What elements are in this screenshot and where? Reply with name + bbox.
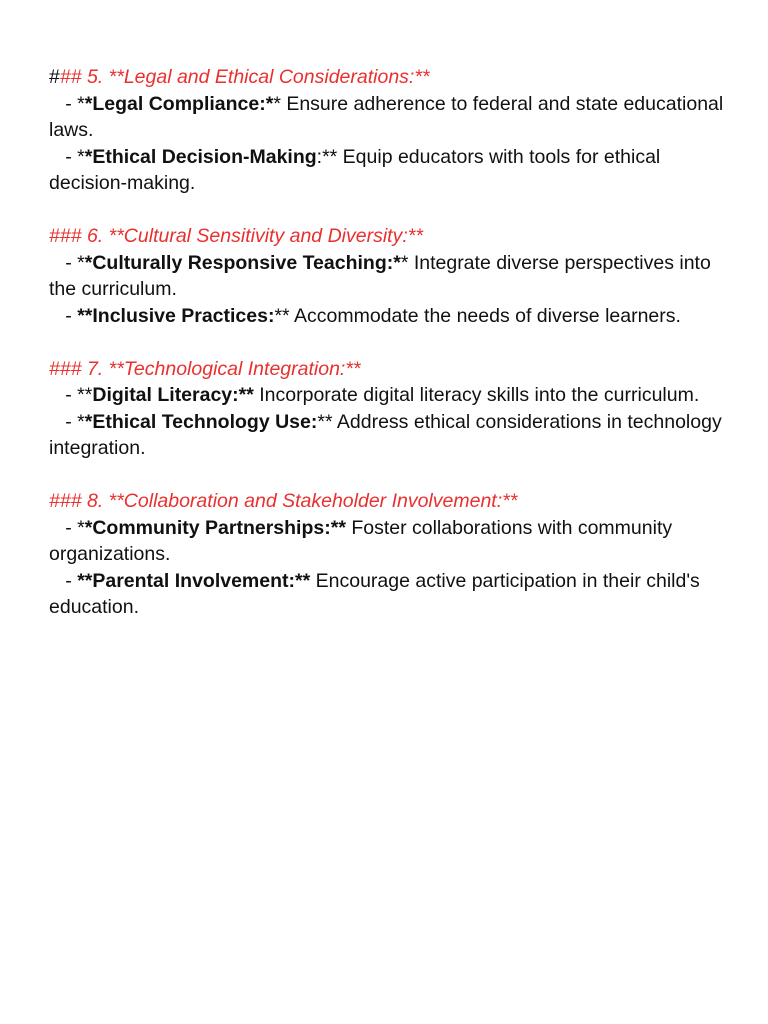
document-page: [49, 64, 739, 647]
list-item: - **Community Partnerships:** Foster collaborations with community organizations.: [49, 516, 678, 565]
section-technological-integration: [49, 356, 739, 462]
section-heading: ### 8. **Collaboration and Stakeholder Involvement:**: [49, 490, 518, 512]
list-item: - **Ethical Technology Use:** Address ethical considerations in technology integration.: [49, 410, 728, 459]
list-item: - **Legal Compliance:** Ensure adherence to federal and state educational laws.: [49, 92, 729, 141]
section-collaboration: [49, 488, 739, 621]
section-heading: ### 6. **Cultural Sensitivity and Diversity:**: [49, 225, 423, 247]
list-item: - **Culturally Responsive Teaching:** Integrate diverse perspectives into the curriculum.: [49, 251, 717, 300]
list-item: - **Ethical Decision-Making:** Equip educators with tools for ethical decision-making.: [49, 145, 666, 194]
list-item: - **Digital Literacy:** Incorporate digital literacy skills into the curriculum.: [49, 384, 700, 406]
section-cultural-sensitivity: [49, 223, 739, 329]
list-item: - **Parental Involvement:** Encourage active participation in their child's education.: [49, 569, 706, 618]
list-item: - **Inclusive Practices:** Accommodate the needs of diverse learners.: [49, 304, 681, 327]
section-heading: ### 7. **Technological Integration:**: [49, 357, 361, 380]
section-legal-ethical: [49, 64, 739, 197]
section-heading: ### 5. **Legal and Ethical Considerations:**: [49, 66, 430, 88]
